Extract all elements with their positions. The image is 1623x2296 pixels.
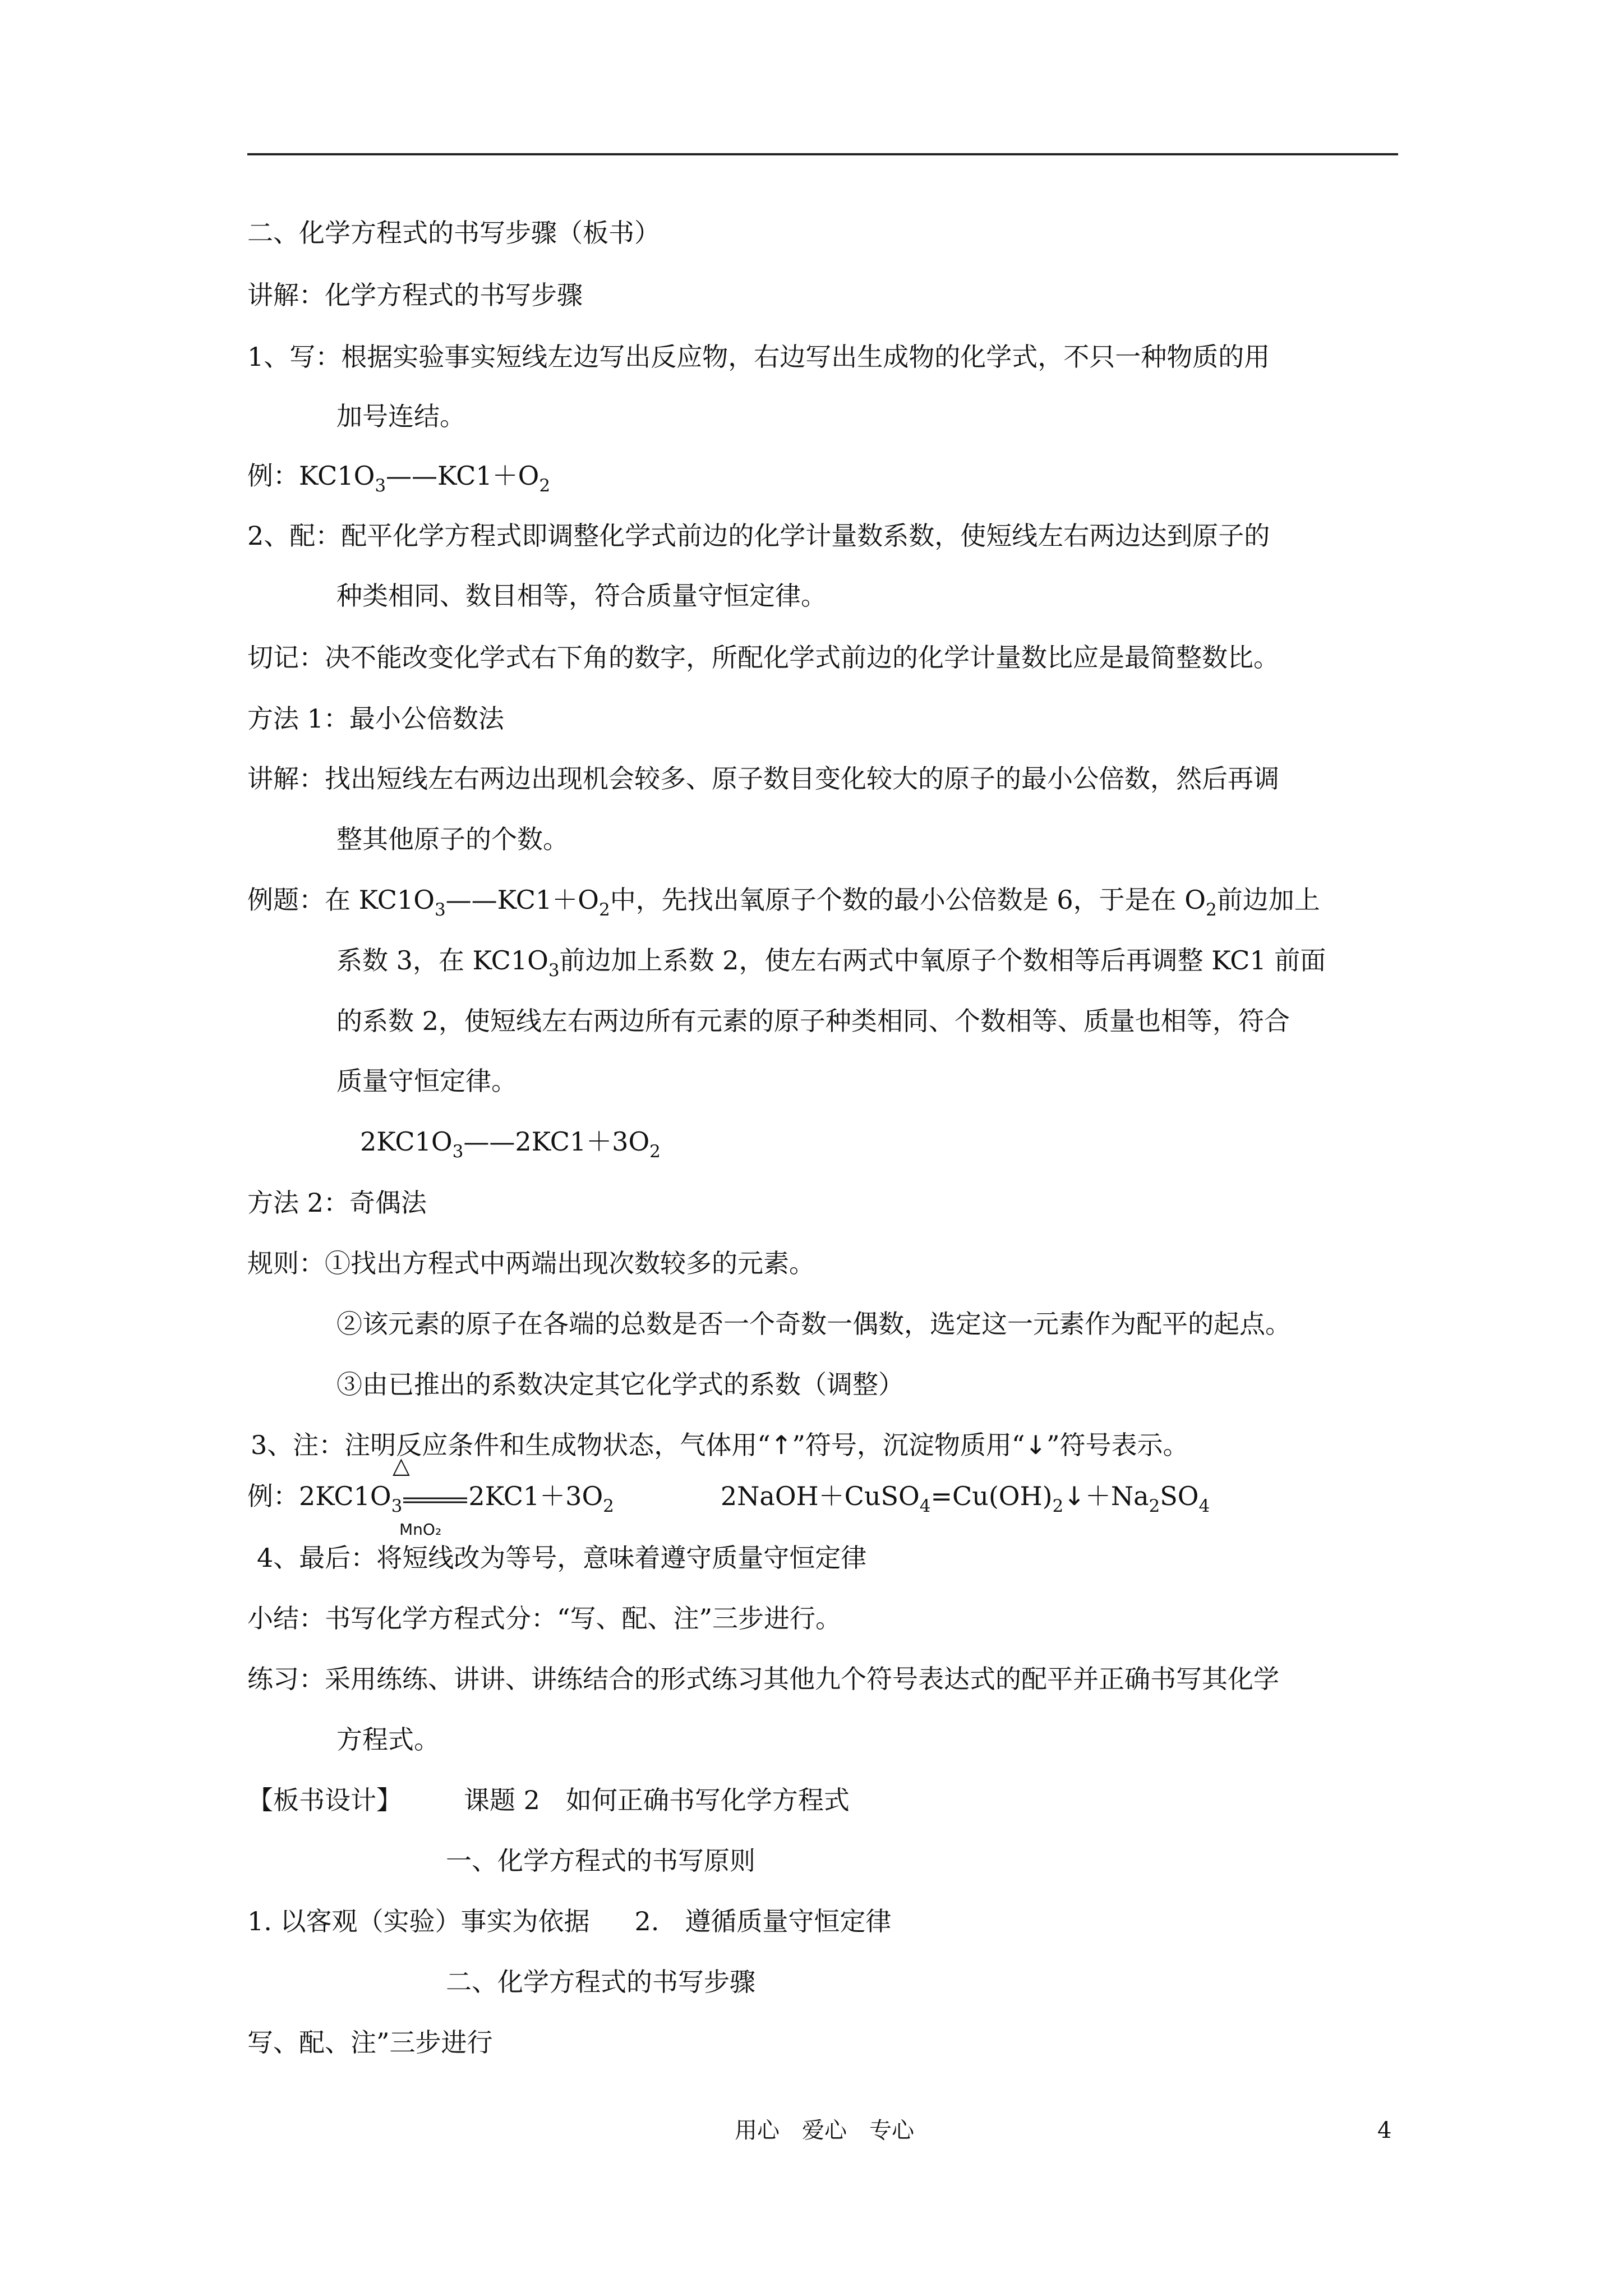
example-3-text: SO xyxy=(1160,1481,1199,1511)
practice-line-cont: 方程式。 xyxy=(336,1724,440,1755)
example-3-text: ＋Na xyxy=(1085,1481,1149,1511)
subscript: 3 xyxy=(452,1142,464,1162)
worked-example xyxy=(247,883,1320,920)
step-annotate xyxy=(251,1428,1188,1462)
method-2-heading: 方法 2：奇偶法 xyxy=(247,1188,427,1218)
method-1-explain: 讲解：找出短线左右两边出现机会较多、原子数目变化较大的原子的最小公倍数，然后再调 xyxy=(247,763,1279,794)
example-3-text: 例：2KC1O xyxy=(247,1481,391,1511)
worked-example-cont-3: 质量守恒定律。 xyxy=(336,1066,517,1096)
example-3 xyxy=(247,1479,1210,1516)
worked-example-cont-1 xyxy=(336,944,1326,981)
subscript: 2 xyxy=(539,476,551,496)
section-heading-steps: 二、化学方程式的书写步骤（板书） xyxy=(247,218,660,248)
method-1-heading: 方法 1：最小公倍数法 xyxy=(247,703,504,734)
board-design-title: 课题 2 如何正确书写化学方程式 xyxy=(464,1785,850,1815)
heat-symbol-icon: △ xyxy=(393,1453,410,1479)
practice-line: 练习：采用练练、讲讲、讲练结合的形式练习其他九个符号表达式的配平并正确书写其化学 xyxy=(247,1664,1279,1694)
example-3-text: =Cu(OH) xyxy=(930,1481,1053,1511)
subscript: 2 xyxy=(649,1142,661,1162)
board-steps: 二、化学方程式的书写步骤 xyxy=(446,1967,755,1997)
method-1-explain-cont: 整其他原子的个数。 xyxy=(336,824,569,854)
subscript: 3 xyxy=(548,960,560,981)
example-1-text: ——KC1＋O xyxy=(386,461,540,491)
subscript: 3 xyxy=(375,476,386,496)
arrow-down-icon: ↓ xyxy=(1063,1481,1085,1511)
footer-motto: 用心 爱心 专心 xyxy=(735,2118,914,2143)
board-steps-summary: 写、配、注”三步进行 xyxy=(247,2027,493,2058)
subscript: 3 xyxy=(434,900,446,920)
page-number: 4 xyxy=(1377,2118,1392,2143)
subscript: 2 xyxy=(603,1496,614,1516)
subscript: 2 xyxy=(598,900,610,920)
rule-3: ③由已推出的系数决定其它化学式的系数（调整） xyxy=(336,1369,904,1400)
subscript: 2 xyxy=(1052,1496,1064,1516)
worked-example-text: 例题：在 KC1O xyxy=(247,885,435,915)
equation-text: 2KC1O xyxy=(360,1126,453,1157)
equation-text: ——2KC1＋3O xyxy=(463,1126,650,1157)
worked-example-text: 前边加上系数 2，使左右两式中氧原子个数相等后再调整 KC1 前面 xyxy=(559,945,1326,976)
step-annotate-text: ”符号，沉淀物质用“ xyxy=(792,1430,1025,1460)
principle-1: 1. 以客观（实验）事实为依据 xyxy=(247,1906,590,1936)
example-3-text: 2NaOH＋CuSO xyxy=(720,1481,920,1511)
summary-line: 小结：书写化学方程式分：“写、配、注”三步进行。 xyxy=(247,1603,842,1634)
balanced-equation xyxy=(360,1125,661,1162)
subscript: 4 xyxy=(919,1496,931,1516)
subscript: 4 xyxy=(1198,1496,1210,1516)
board-principles-list xyxy=(247,1904,891,1938)
subscript: 2 xyxy=(1205,900,1217,920)
header-rule xyxy=(247,153,1398,155)
worked-example-text: 中，先找出氧原子个数的最小公倍数是 6，于是在 O xyxy=(610,885,1206,915)
step-annotate-text: ”符号表示。 xyxy=(1046,1430,1189,1460)
step-balance: 2、配：配平化学方程式即调整化学式前边的化学计量数系数，使短线左右两边达到原子的 xyxy=(247,521,1270,551)
worked-example-text: 系数 3，在 KC1O xyxy=(336,945,548,976)
explain-line: 讲解：化学方程式的书写步骤 xyxy=(247,280,583,310)
principle-2: 2. 遵循质量守恒定律 xyxy=(634,1906,892,1936)
step-final: 4、最后：将短线改为等号，意味着遵守质量守恒定律 xyxy=(257,1543,867,1573)
double-line-icon xyxy=(402,1479,468,1513)
example-1 xyxy=(247,459,551,496)
rule-2: ②该元素的原子在各端的总数是否一个奇数一偶数，选定这一元素作为配平的起点。 xyxy=(336,1309,1291,1339)
worked-example-cont-2: 的系数 2，使短线左右两边所有元素的原子种类相同、个数相等、质量也相等，符合 xyxy=(336,1006,1290,1036)
rule-1: 规则：①找出方程式中两端出现次数较多的元素。 xyxy=(247,1248,815,1278)
subscript: 3 xyxy=(391,1496,403,1516)
step-write: 1、写：根据实验事实短线左边写出反应物，右边写出生成物的化学式，不只一种物质的用 xyxy=(247,342,1270,372)
step-write-cont: 加号连结。 xyxy=(336,401,465,431)
step-annotate-text: 3、注：注明反应条件和生成物状态，气体用“ xyxy=(251,1430,771,1460)
arrow-down-icon: ↓ xyxy=(1025,1430,1046,1460)
board-design xyxy=(247,1783,850,1817)
example-3-text: 2KC1＋3O xyxy=(468,1481,603,1511)
example-1-text: 例：KC1O xyxy=(247,461,375,491)
condition-arrow xyxy=(402,1499,468,1505)
catalyst-label: MnO₂ xyxy=(399,1520,442,1539)
board-principles: 一、化学方程式的书写原则 xyxy=(446,1846,755,1876)
board-design-label: 【板书设计】 xyxy=(247,1785,402,1815)
arrow-up-icon: ↑ xyxy=(770,1430,792,1460)
caution-line: 切记：决不能改变化学式右下角的数字，所配化学式前边的化学计量数比应是最简整数比。 xyxy=(247,642,1279,673)
worked-example-text: ——KC1＋O xyxy=(445,885,599,915)
subscript: 2 xyxy=(1149,1496,1160,1516)
step-balance-cont: 种类相同、数目相等，符合质量守恒定律。 xyxy=(336,581,827,611)
worked-example-text: 前边加上 xyxy=(1216,885,1320,915)
